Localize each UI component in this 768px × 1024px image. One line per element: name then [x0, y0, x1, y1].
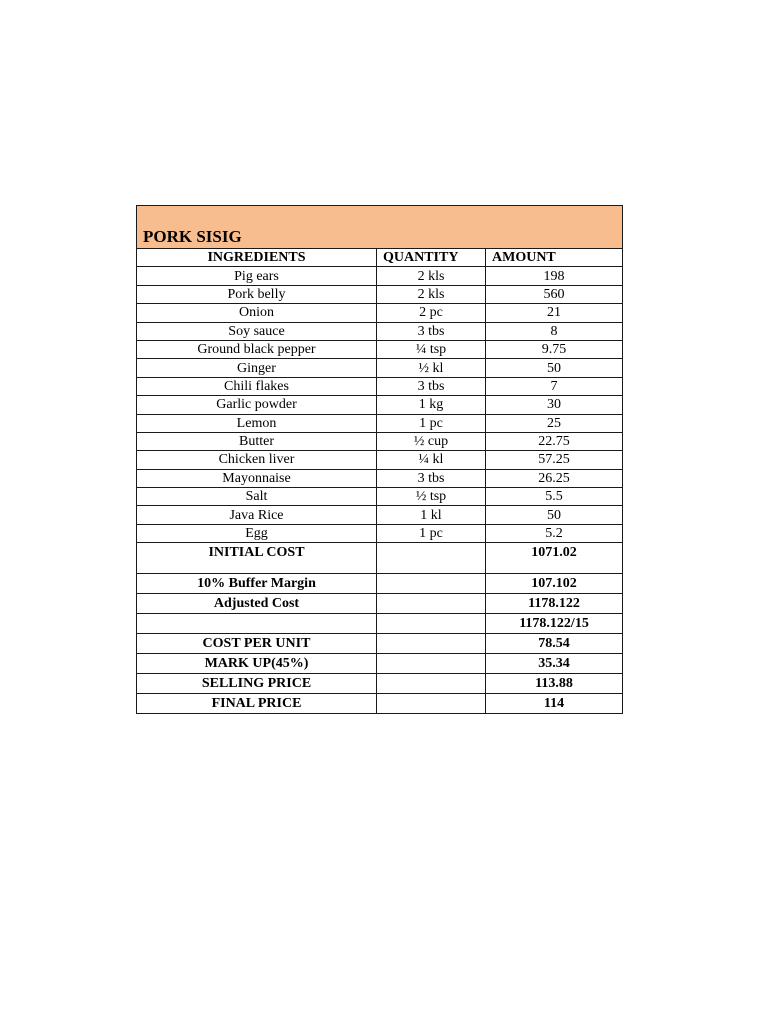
summary-row: [137, 543, 623, 574]
summary-label: FINAL PRICE: [137, 694, 377, 714]
ingredient-row: [137, 396, 623, 414]
ingredient-row: [137, 322, 623, 340]
summary-label: COST PER UNIT: [137, 634, 377, 654]
ingredient-quantity: 3 tbs: [377, 322, 486, 340]
summary-label: INITIAL COST: [137, 543, 377, 574]
ingredient-quantity: ½ kl: [377, 359, 486, 377]
ingredient-row: [137, 432, 623, 450]
ingredient-row: [137, 304, 623, 322]
ingredient-row: [137, 267, 623, 285]
summary-label: SELLING PRICE: [137, 674, 377, 694]
summary-quantity-blank: [377, 654, 486, 674]
ingredient-amount: 9.75: [486, 340, 623, 358]
summary-value: 1178.122/15: [486, 614, 623, 634]
ingredient-name: Java Rice: [137, 506, 377, 524]
costing-table: [136, 205, 623, 714]
header-ingredients: INGREDIENTS: [137, 249, 377, 267]
ingredient-row: [137, 414, 623, 432]
ingredient-amount: 21: [486, 304, 623, 322]
ingredient-quantity: ½ cup: [377, 432, 486, 450]
ingredient-row: [137, 451, 623, 469]
ingredient-row: [137, 359, 623, 377]
ingredient-row: [137, 285, 623, 303]
ingredient-amount: 7: [486, 377, 623, 395]
ingredient-amount: 26.25: [486, 469, 623, 487]
header-quantity: QUANTITY: [377, 249, 486, 267]
summary-value: 1178.122: [486, 594, 623, 614]
ingredient-amount: 30: [486, 396, 623, 414]
summary-value: 35.34: [486, 654, 623, 674]
summary-value: 114: [486, 694, 623, 714]
ingredient-row: [137, 377, 623, 395]
ingredient-name: Garlic powder: [137, 396, 377, 414]
ingredient-quantity: ½ tsp: [377, 488, 486, 506]
summary-row: [137, 574, 623, 594]
ingredient-quantity: 1 kg: [377, 396, 486, 414]
ingredient-amount: 25: [486, 414, 623, 432]
ingredient-amount: 22.75: [486, 432, 623, 450]
summary-quantity-blank: [377, 614, 486, 634]
ingredient-name: Chili flakes: [137, 377, 377, 395]
ingredient-name: Salt: [137, 488, 377, 506]
ingredient-name: Chicken liver: [137, 451, 377, 469]
summary-row: [137, 594, 623, 614]
summary-quantity-blank: [377, 574, 486, 594]
ingredient-amount: 5.5: [486, 488, 623, 506]
ingredient-amount: 8: [486, 322, 623, 340]
ingredient-name: Pig ears: [137, 267, 377, 285]
summary-value: 78.54: [486, 634, 623, 654]
summary-label: 10% Buffer Margin: [137, 574, 377, 594]
ingredient-amount: 198: [486, 267, 623, 285]
summary-label: [137, 614, 377, 634]
ingredient-amount: 5.2: [486, 524, 623, 542]
ingredient-quantity: 1 pc: [377, 414, 486, 432]
summary-row: [137, 634, 623, 654]
header-row: [137, 249, 623, 267]
ingredient-quantity: 2 pc: [377, 304, 486, 322]
summary-value: 107.102: [486, 574, 623, 594]
ingredient-row: [137, 340, 623, 358]
summary-quantity-blank: [377, 634, 486, 654]
title-row: [137, 206, 623, 249]
ingredient-amount: 560: [486, 285, 623, 303]
ingredient-quantity: 2 kls: [377, 267, 486, 285]
ingredient-quantity: 1 kl: [377, 506, 486, 524]
ingredient-name: Lemon: [137, 414, 377, 432]
ingredient-quantity: 2 kls: [377, 285, 486, 303]
ingredient-row: [137, 469, 623, 487]
ingredient-name: Ground black pepper: [137, 340, 377, 358]
summary-quantity-blank: [377, 594, 486, 614]
ingredient-name: Pork belly: [137, 285, 377, 303]
ingredient-amount: 57.25: [486, 451, 623, 469]
ingredient-name: Butter: [137, 432, 377, 450]
summary-row: [137, 694, 623, 714]
ingredient-row: [137, 488, 623, 506]
ingredient-name: Soy sauce: [137, 322, 377, 340]
summary-quantity-blank: [377, 694, 486, 714]
ingredient-quantity: 3 tbs: [377, 377, 486, 395]
summary-value: 1071.02: [486, 543, 623, 574]
header-amount: AMOUNT: [486, 249, 623, 267]
ingredient-name: Onion: [137, 304, 377, 322]
ingredient-quantity: ¼ tsp: [377, 340, 486, 358]
summary-quantity-blank: [377, 674, 486, 694]
ingredient-name: Ginger: [137, 359, 377, 377]
ingredient-amount: 50: [486, 359, 623, 377]
ingredient-name: Egg: [137, 524, 377, 542]
summary-row: [137, 614, 623, 634]
ingredient-quantity: ¼ kl: [377, 451, 486, 469]
ingredient-quantity: 3 tbs: [377, 469, 486, 487]
ingredient-name: Mayonnaise: [137, 469, 377, 487]
ingredient-quantity: 1 pc: [377, 524, 486, 542]
summary-label: Adjusted Cost: [137, 594, 377, 614]
summary-row: [137, 654, 623, 674]
summary-quantity-blank: [377, 543, 486, 574]
table-title: PORK SISIG: [137, 206, 623, 249]
summary-label: MARK UP(45%): [137, 654, 377, 674]
ingredient-amount: 50: [486, 506, 623, 524]
ingredient-row: [137, 506, 623, 524]
summary-row: [137, 674, 623, 694]
ingredient-row: [137, 524, 623, 542]
summary-value: 113.88: [486, 674, 623, 694]
